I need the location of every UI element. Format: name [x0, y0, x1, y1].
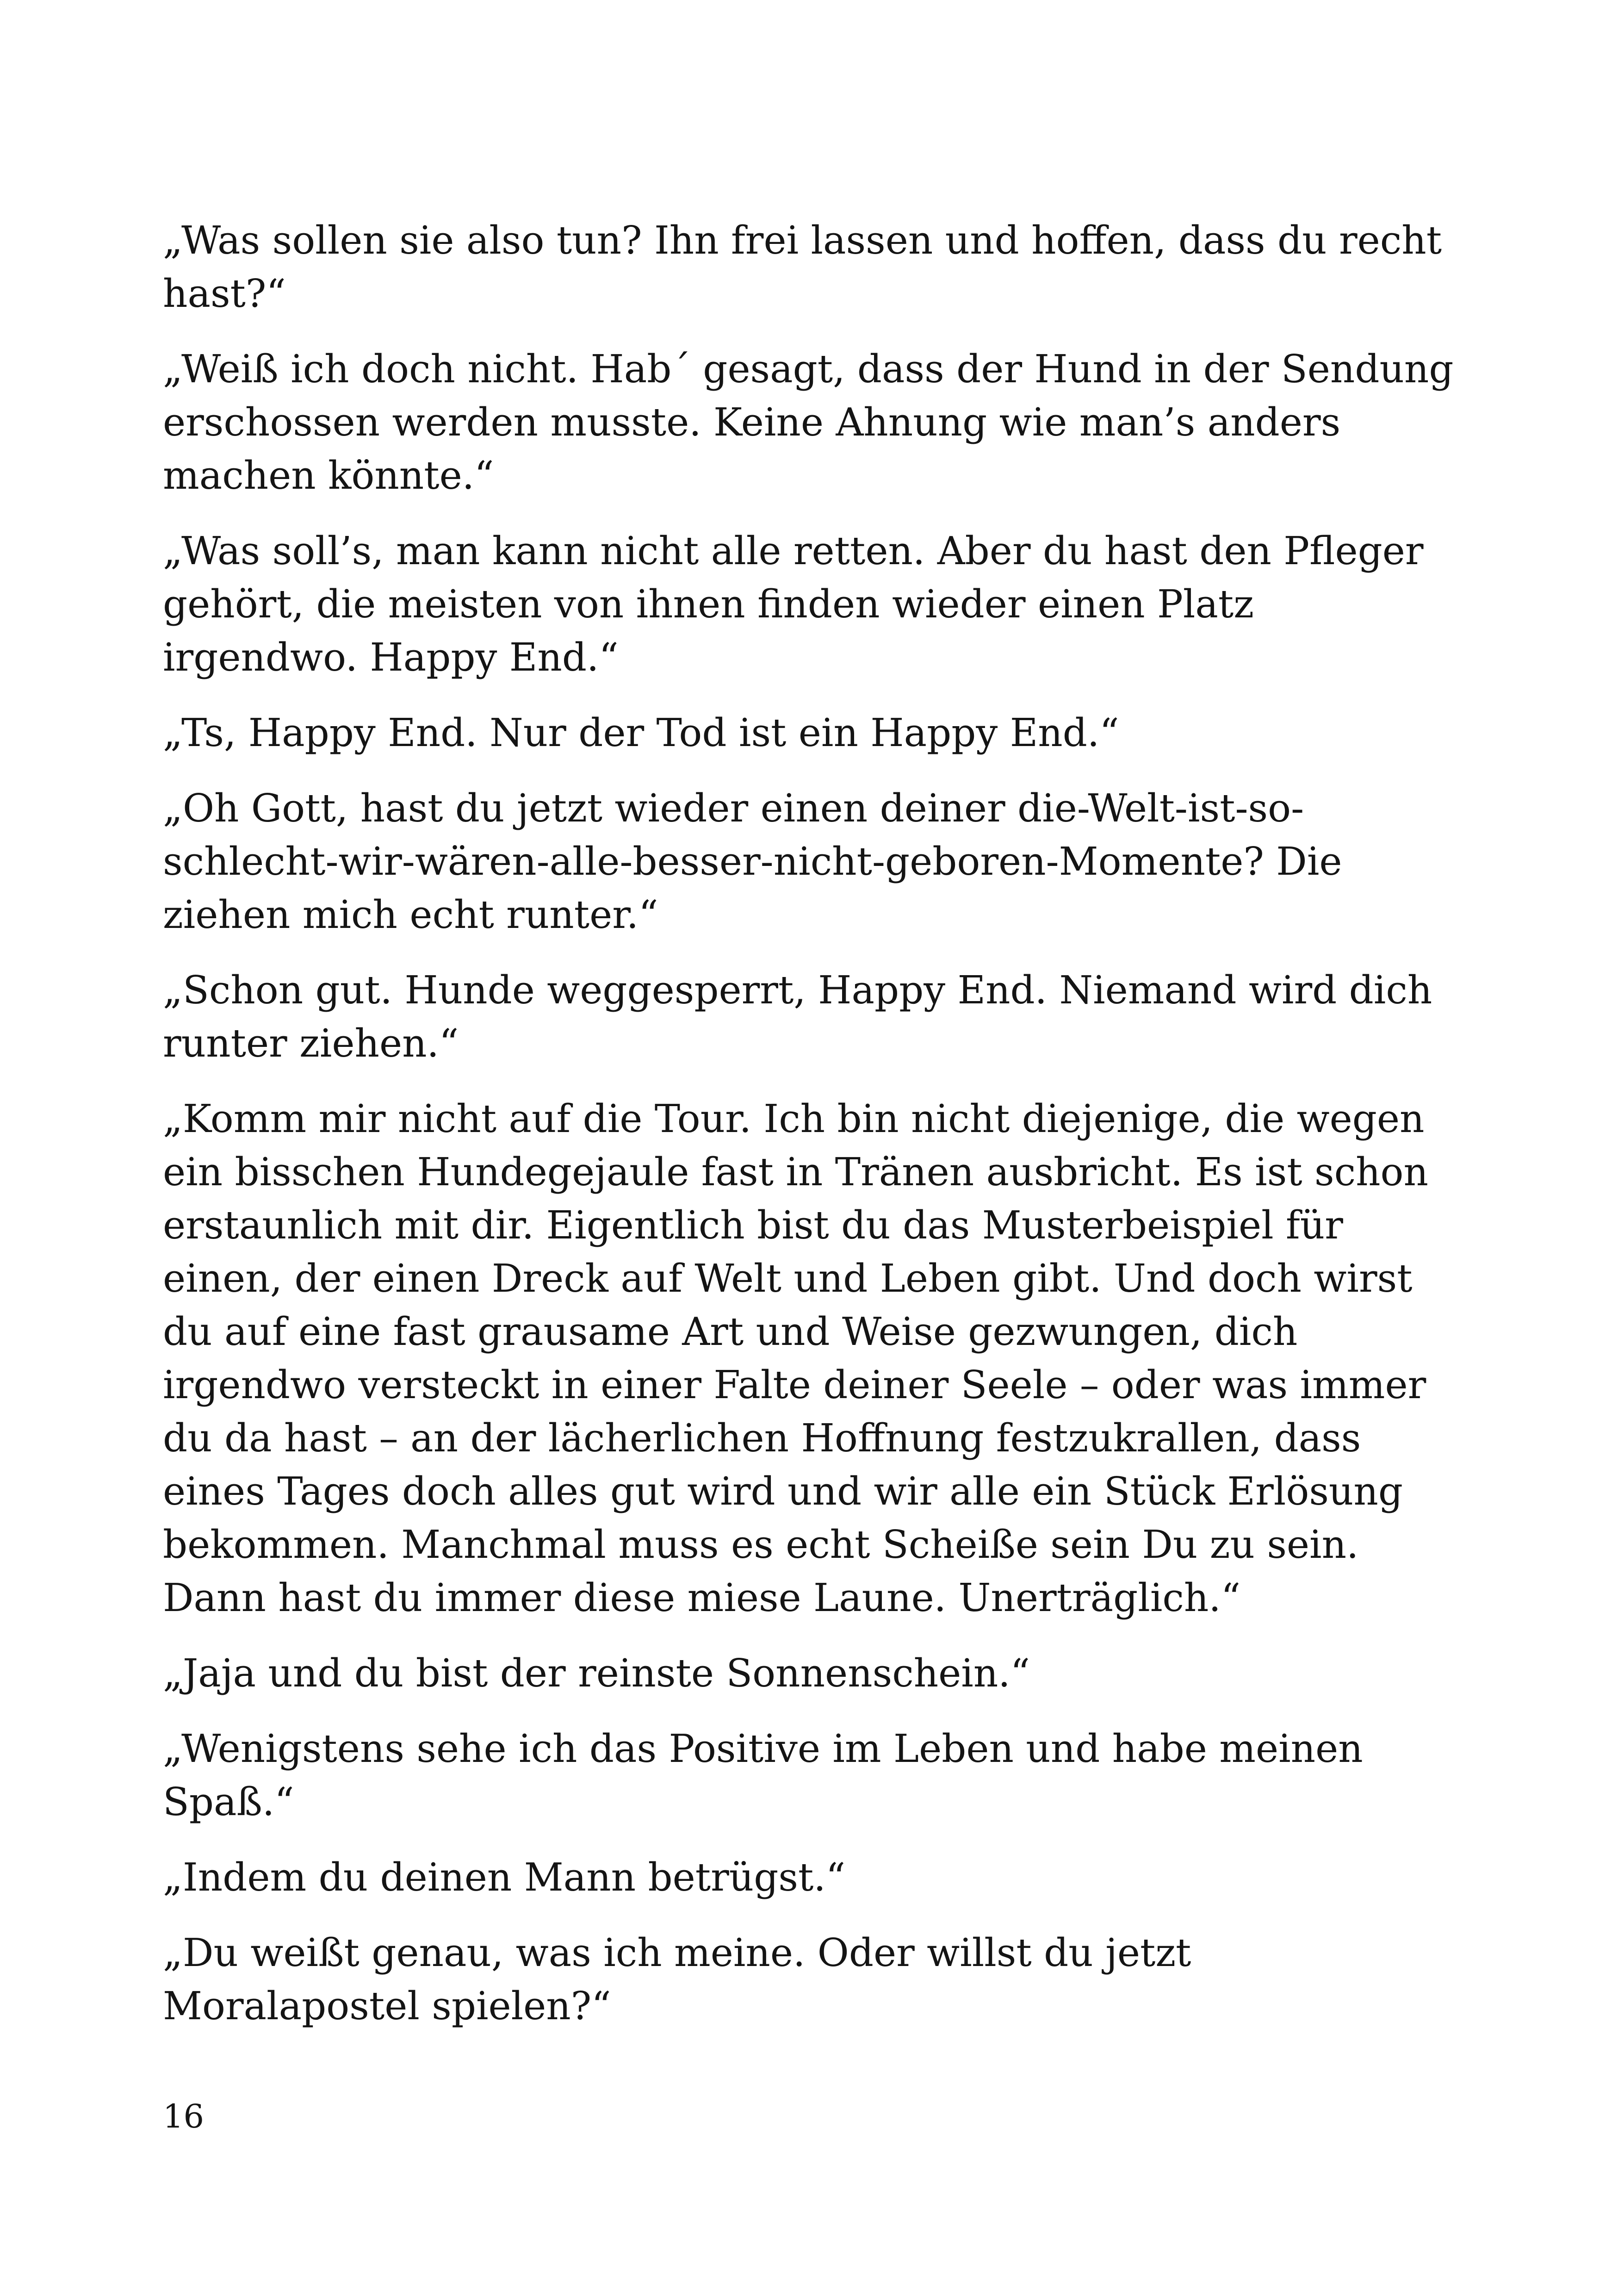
paragraph: „Wenigstens sehe ich das Positive im Leben und habe meinen Spaß.“ [163, 1726, 1363, 1824]
paragraph: „Oh Gott, hast du jetzt wieder einen deiner die-Welt-ist-so-schlecht-wir-wären-alle-besser-nicht-geboren-Momente? Die ziehen mich echt runter.“ [163, 786, 1342, 937]
paragraph: „Du weißt genau, was ich meine. Oder willst du jetzt Moralapostel spielen?“ [163, 1930, 1191, 2028]
paragraph: „Indem du deinen Mann betrügst.“ [163, 1855, 846, 1900]
paragraph: „Was sollen sie also tun? Ihn frei lassen und hoffen, dass du recht hast?“ [163, 218, 1442, 316]
paragraph: „Weiß ich doch nicht. Hab´ gesagt, dass der Hund in der Sendung erschossen werden musste. Keine Ahnung wie man’s anders machen könnte.“ [163, 347, 1454, 498]
body-text [163, 214, 1458, 2055]
paragraph: „Komm mir nicht auf die Tour. Ich bin nicht diejenige, die wegen ein bisschen Hundegejaule fast in Tränen ausbricht. Es ist schon erstaunlich mit dir. Eigentlich bist du das Musterbeispiel für einen, der einen Dreck auf Welt und Leben gibt. Und doch wirst du auf eine fast grausame Art und Weise gezwungen, dich irgendwo versteckt in einer Falte deiner Seele – oder was immer du da hast – an der lächerlichen Hoffnung festzukrallen, dass eines Tages doch alles gut wird und wir alle ein Stück Erlösung bekommen. Manchmal muss es echt Scheiße sein Du zu sein. Dann hast du immer diese miese Laune. Unerträglich.“ [163, 1096, 1428, 1620]
page-number: 16 [163, 2097, 205, 2135]
paragraph: „Was soll’s, man kann nicht alle retten. Aber du hast den Pfleger gehört, die meisten von ihnen finden wieder einen Platz irgendwo. Happy End.“ [163, 529, 1424, 680]
paragraph: „Jaja und du bist der reinste Sonnenschein.“ [163, 1651, 1030, 1696]
paragraph: „Schon gut. Hunde weggesperrt, Happy End. Niemand wird dich runter ziehen.“ [163, 968, 1432, 1066]
paragraph: „Ts, Happy End. Nur der Tod ist ein Happy End.“ [163, 710, 1119, 755]
